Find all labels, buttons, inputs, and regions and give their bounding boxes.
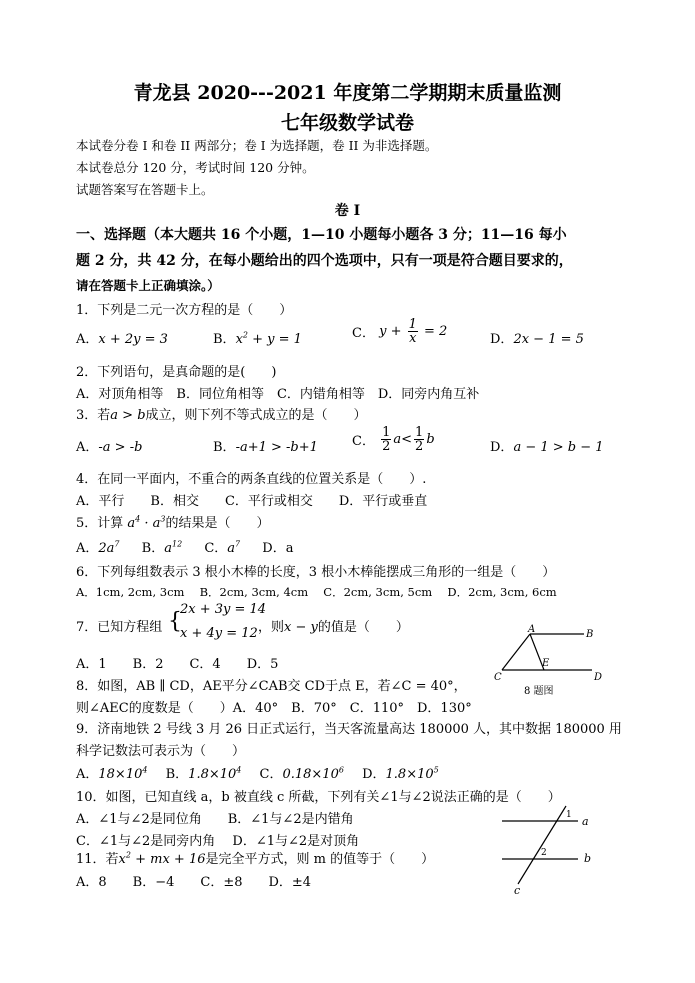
label-a: A (528, 624, 536, 635)
q3-option-a: A．-a > -b (76, 440, 143, 455)
exam-title: 青龙县 2020---2021 年度第二学期期末质量监测 (133, 82, 562, 104)
q1-option-c: C． y + $\frac{1}{x}$ = 2 (352, 317, 448, 346)
label-angle-2: 2 (541, 848, 547, 858)
q4-stem: 4．在同一平面内，不重合的两条直线的位置关系是（ ）. (76, 472, 427, 487)
line-ac (502, 634, 530, 670)
label-angle-1: 1 (566, 810, 572, 820)
q9-line-1: 9．济南地铁 2 号线 3 月 26 日正式运行，当天客流量高达 180000 人，其中数据 180000 用 (76, 722, 622, 737)
section-line-3: 请在答题卡上正确填涂。） (76, 278, 220, 293)
q7-eq1: 2x + 3y = 14 (180, 602, 267, 617)
note-2: 本试卷总分 120 分，考试时间 120 分钟。 (76, 160, 315, 175)
q10-stem: 10．如图，已知直线 a，b 被直线 c 所截，下列有关∠1与∠2说法正确的是（ ） (76, 790, 561, 805)
q5-options: A．$2a^7$ B．$a^{12}$ C．$a^7$ D．a (76, 539, 294, 556)
part-heading: 卷 I (334, 203, 361, 219)
q7-brace: { (168, 609, 182, 634)
q8-figure-caption: 8 题图 (524, 686, 554, 697)
q7-stem: 7．已知方程组 (76, 620, 163, 635)
q3-option-c: C． $\frac{1}{2}$ a< $\frac{1}{2}$ b (352, 425, 435, 454)
section-line-1: 一、选择题（本大题共 16 个小题，1—10 小题每小题各 3 分；11—16 每小 (76, 227, 567, 243)
q1-option-d: D．2x − 1 = 5 (490, 332, 584, 347)
q11-options: A．8 B．−4 C．±8 D．±4 (76, 875, 312, 890)
q8-line-1: 8．如图，AB ∥ CD，AE平分∠CAB交 CD于点 E，若∠C = 40°， (76, 679, 467, 694)
q8-line-2: 则∠AEC的度数是（ ）A．40° B．70° C．110° D．130° (76, 701, 472, 716)
label-e: E (542, 658, 550, 669)
label-line-b: b (584, 852, 592, 865)
label-line-a: a (582, 815, 589, 828)
q4-options: A．平行 B．相交 C．平行或相交 D．平行或垂直 (76, 494, 428, 509)
q3-option-b: B．-a+1 > -b+1 (213, 440, 318, 455)
q6-stem: 6．下列每组数表示 3 根小木棒的长度，3 根小木棒能摆成三角形的一组是（ ） (76, 565, 556, 580)
label-d: D (594, 672, 603, 683)
q7-stem-tail: ，则x − y的值是（ ） (258, 620, 409, 635)
note-3: 试题答案写在答题卡上。 (76, 182, 214, 197)
q10-options-row-2: C．∠1与∠2是同旁内角 D．∠1与∠2是对顶角 (76, 834, 360, 849)
q2-options: A．对顶角相等 B．同位角相等 C．内错角相等 D．同旁内角互补 (76, 387, 480, 402)
q7-eq2: x + 4y = 12 (180, 626, 258, 641)
q2-stem: 2．下列语句，是真命题的是( ) (76, 365, 277, 380)
q5-stem: 5．计算 $a^4 \cdot a^3$的结果是（ ） (76, 514, 270, 531)
line-c (518, 806, 566, 884)
q9-line-2: 科学记数法可表示为（ ） (76, 744, 246, 759)
q7-options: A．1 B．2 C．4 D．5 (76, 657, 279, 672)
label-line-c: c (514, 884, 521, 896)
q11-stem: 11．若$x^2$ + mx + 16是完全平方式，则 m 的值等于（ ） (76, 850, 435, 867)
section-line-2: 题 2 分，共 42 分，在每小题给出的四个选项中，只有一项是符合题目要求的， (76, 253, 573, 269)
label-c: C (494, 672, 502, 683)
q8-figure (488, 622, 618, 702)
q10-options-row-1: A．∠1与∠2是同位角 B．∠1与∠2是内错角 (76, 812, 354, 827)
q10-figure (498, 804, 608, 896)
q1-option-b: B．$x^2 + y = 1$ (213, 330, 302, 347)
note-1: 本试卷分卷 I 和卷 II 两部分；卷 I 为选择题，卷 II 为非选择题。 (76, 138, 438, 153)
q3-option-d: D．a − 1 > b − 1 (490, 440, 604, 455)
q6-options: A．1cm, 2cm, 3cm B．2cm, 3cm, 4cm C．2cm, 3cm, 5cm D．2cm, 3cm, 6cm (76, 585, 557, 599)
q1-stem: 1．下列是二元一次方程的是（ ） (76, 303, 293, 318)
q9-options: A．$18\times 10^4$ B．$1.8\times 10^4$ C．$0.18\times 10^6$ D．$1.8\times 10^5$ (76, 765, 439, 782)
q1-option-a: A．x + 2y = 3 (76, 332, 168, 347)
exam-subtitle: 七年级数学试卷 (280, 112, 414, 134)
label-b: B (586, 629, 594, 640)
q3-stem: 3．若a > b成立，则下列不等式成立的是（ ） (76, 408, 367, 423)
